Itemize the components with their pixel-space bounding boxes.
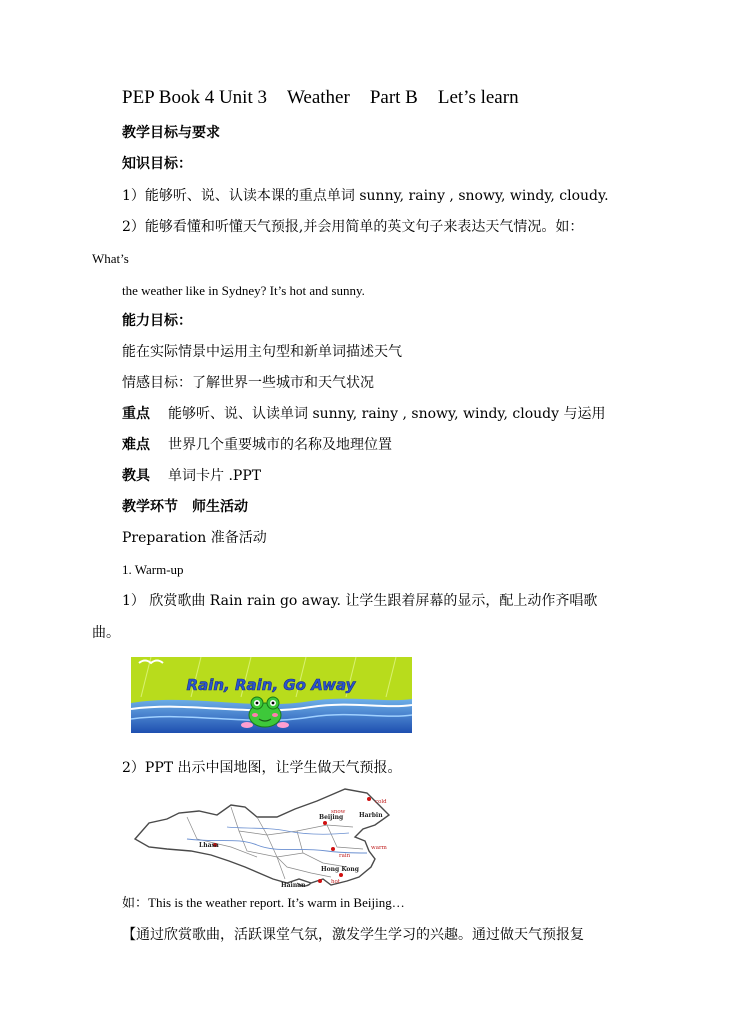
knowledge-heading: 知识目标： (122, 156, 192, 172)
title-unit: Weather (287, 87, 350, 108)
warmup: 1. Warm-up (122, 562, 184, 577)
difficulty-text: 世界几个重要城市的名称及地理位置 (168, 437, 392, 453)
song-line-2: 曲。 (92, 625, 120, 641)
map-label-rain: rain (339, 853, 351, 859)
key-point (122, 407, 605, 421)
key-point-text: 能够听、说、认读单词 sunny, rainy , snowy, windy, cloudy 与运用 (168, 406, 606, 422)
map-step: 2）PPT 出示中国地图，让学生做天气预报。 (122, 760, 402, 776)
difficulty (122, 438, 392, 452)
emotion-goal: 情感目标：了解世界一些城市和天气状况 (122, 375, 374, 391)
goals-heading: 教学目标与要求 (122, 125, 220, 141)
knowledge-item-2-example: the weather like in Sydney? It’s hot and sunny. (122, 283, 365, 298)
map-label-lhasa: Lhasa (199, 842, 219, 849)
knowledge-item-2: 2）能够看懂和听懂天气预报,并会用简单的英文句子来表达天气情况。如： (122, 219, 584, 235)
song-line-1: 1） 欣赏歌曲 Rain rain go away. 让学生跟着屏幕的显示，配上动作齐唱歌 (122, 593, 598, 609)
title-book: PEP Book 4 Unit 3 (122, 87, 267, 108)
map-label-hot: hot (331, 879, 341, 885)
ability-heading: 能力目标： (122, 313, 192, 329)
tools-text: 单词卡片 .PPT (168, 468, 262, 484)
steps-label: 教学环节 (122, 499, 178, 515)
map-label-warm: warm (371, 845, 387, 851)
steps-activity: 师生活动 (192, 499, 248, 515)
map-label-hainan: Hainan (281, 882, 306, 889)
knowledge-item-2-cont: What’s (92, 251, 129, 266)
difficulty-label: 难点 (122, 437, 150, 453)
ability-text: 能在实际情景中运用主句型和新单词描述天气 (122, 344, 402, 360)
knowledge-item-1: 1）能够听、说、认读本课的重点单词 sunny, rainy , snowy, windy, cloudy. (122, 188, 609, 204)
map-label-beijing: Beijing (319, 814, 344, 821)
china-map (127, 787, 413, 891)
map-label-cold: cold (375, 799, 387, 805)
rain-rain-go-away-banner (131, 657, 412, 733)
map-label-harbin: Harbin (359, 812, 383, 819)
key-point-label: 重点 (122, 406, 150, 422)
page-title (122, 88, 519, 107)
preparation: Preparation 准备活动 (122, 530, 267, 546)
title-part: Part B (369, 87, 418, 108)
comment-line: 【通过欣赏歌曲，活跃课堂气氛，激发学生学习的兴趣。通过做天气预报复 (122, 927, 584, 943)
tools-label: 教具 (122, 468, 150, 484)
map-label-hongkong: Hong Kong (321, 866, 359, 873)
example-line: 如：This is the weather report. It’s warm in Beijing… (122, 895, 405, 910)
title-section: Let’s learn (437, 87, 519, 108)
steps-heading (122, 500, 248, 514)
map-label-snow: snow (331, 809, 346, 815)
banner-title: Rain, Rain, Go Away (186, 676, 356, 694)
tools (122, 469, 261, 483)
